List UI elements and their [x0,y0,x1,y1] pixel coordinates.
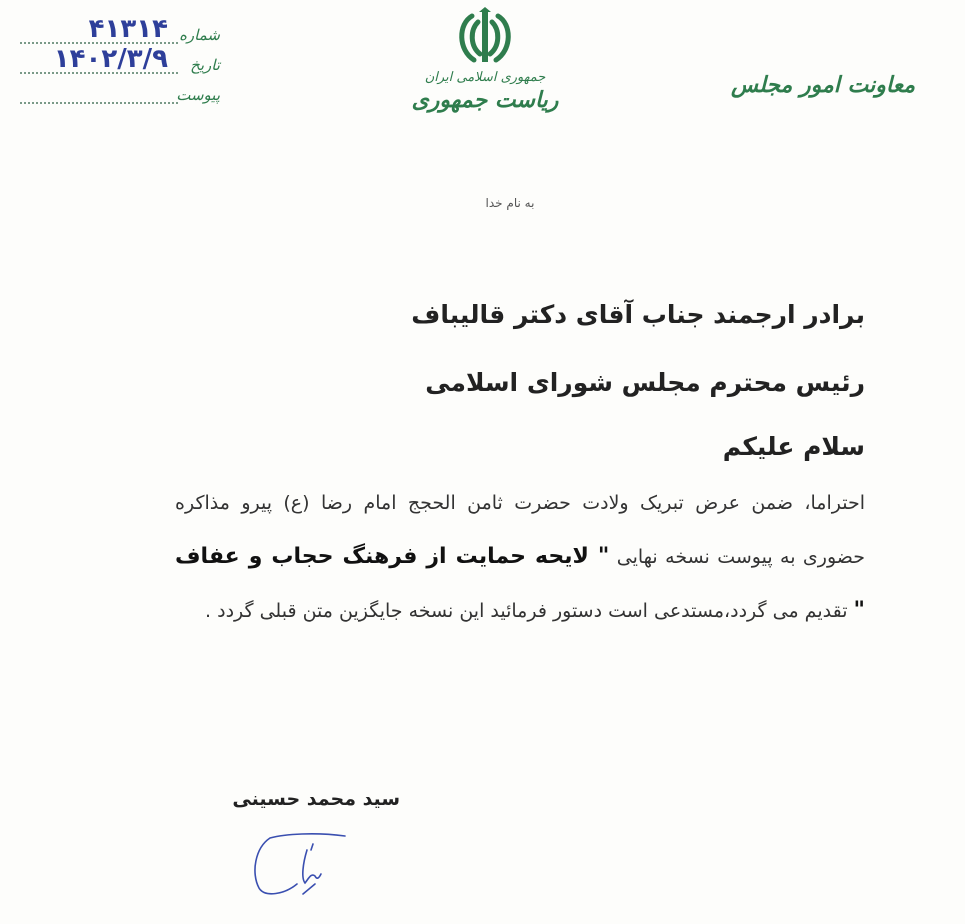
body-text-part2: تقدیم می گردد،مستدعی است دستور فرمائید این نسخه جایگزین متن قبلی گردد . [205,600,848,622]
meta-attachment-field [20,80,178,104]
meta-date-field [20,44,178,74]
letter-meta [20,14,220,104]
body-text-part1: احتراما، ضمن عرض تبریک ولادت حضرت ثامن الحجج امام رضا (ع) پیرو مذاکره حضوری به پیوست نسخه نهایی [175,492,865,568]
signer-name: سید محمد حسینی [232,788,400,810]
basmala: به نام خدا [485,196,535,210]
meta-number-label: شماره [179,26,220,44]
brand-line1: جمهوری اسلامی ایران [424,70,546,85]
meta-date [20,44,220,74]
meta-date-label: تاریخ [190,56,220,74]
bill-title: " لایحه حمایت از فرهنگ حجاب و عفاف " [175,544,865,623]
meta-number-value: ۴۱۳۱۴ [88,14,168,44]
department-name: معاونت امور مجلس [731,72,915,98]
iran-emblem-icon [450,6,520,68]
greeting: سلام علیکم [722,432,865,461]
brand-line2: ریاست جمهوری [411,87,559,113]
meta-attachment [20,74,220,104]
handwritten-signature-icon [245,828,355,908]
meta-date-value: ۱۴۰۲/۳/۹ [53,44,168,74]
meta-number [20,14,220,44]
addressee-line1: برادر ارجمند جناب آقای دکتر قالیباف [411,300,865,329]
meta-attachment-label: پیوست [176,86,220,104]
meta-number-field [20,14,178,44]
letter-body [175,476,865,638]
addressee-line2: رئیس محترم مجلس شورای اسلامی [425,368,865,397]
brand-block [400,70,570,113]
